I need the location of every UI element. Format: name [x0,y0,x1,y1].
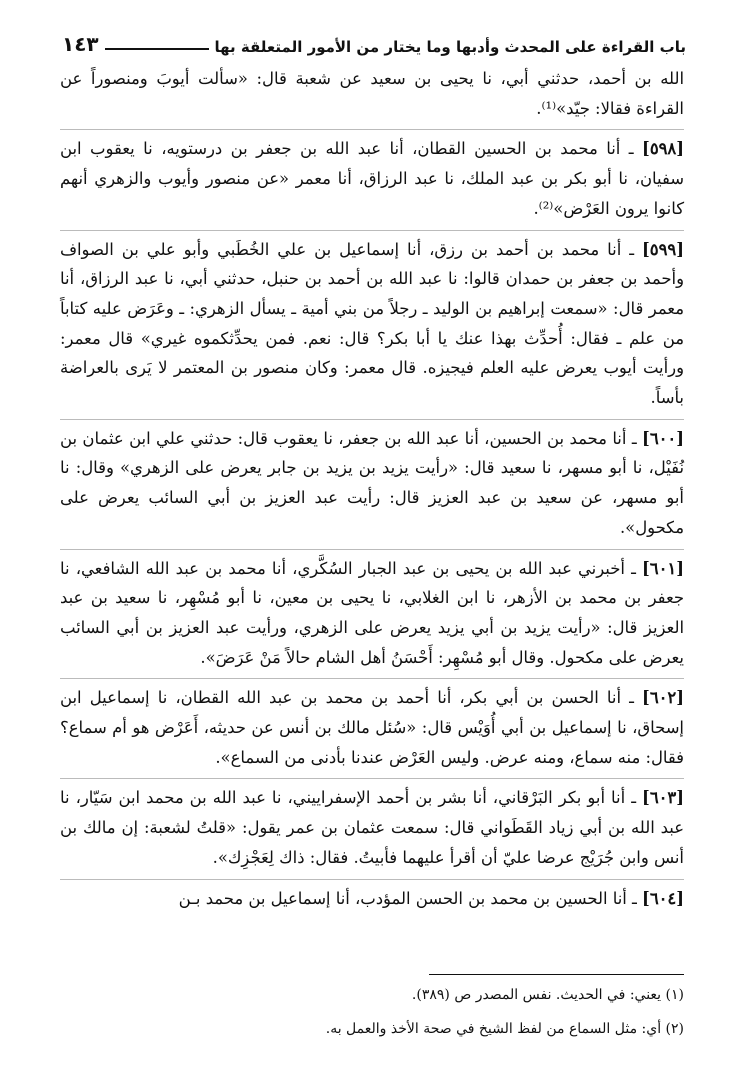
hadith-entry-601 [60,549,684,673]
entry-number: [٥٩٨] [642,139,684,159]
entry-number: [٦٠٣] [642,788,684,808]
entry-text: ـ أخبرني عبد الله بن يحيى بن عبد الجبار السُكَّري، أنا محمد بن عبد الله الشافعي، نا جعفر بن محمد بن الأزهر، نا ابن الغلابي، نا يحيى بن معين، نا أبو مُسْهِر، نا سعيد بن عبد العزيز قال: «رأيت يزيد بن أبي يزيد يعرض على الزهري، ورأيت عبد العزيز بن أبي السائب يعرض على مكحول. وقال أبو مُسْهِر: أَحْسَنُ أهل الشام حالاً مَنْ عَرَضَ». [60,558,684,667]
main-text [60,64,684,919]
footnote-1: (١) يعني: في الحديث. نفس المصدر ص (٣٨٩). [411,987,684,1003]
intro-paragraph [60,64,684,123]
entry-text: ـ أنا محمد بن الحسين القطان، أنا عبد الله بن جعفر بن درستويه، نا يعقوب ابن سفيان، نا أبو بكر بن عبد الملك، نا عبد الرزاق، أنا معمر «عن منصور وأيوب والزهري أنهم كانوا يرون العَرْض»⁽²⁾. [60,139,684,218]
running-header [62,26,686,56]
entry-text: ـ أنا محمد بن الحسين، أنا عبد الله بن جعفر، نا يعقوب قال: حدثني علي ابن عثمان بن نُفَيْل، نا أبو مسهر، نا سعيد قال: «رأيت يزيد بن يزيد بن جابر يعرض على الزهري» وقال: نا أبو مسهر، عن سعيد بن عبد العزيز قال: رأيت عبد العزيز بن أبي السائب يعرض على مكحول». [60,428,684,537]
hadith-entry-600 [60,419,684,543]
intro-text: الله بن أحمد، حدثني أبي، نا يحيى بن سعيد عن شعبة قال: «سألت أيوبَ ومنصوراً عن القراءة فقالا: جيّد»⁽¹⁾. [60,69,684,118]
entry-text: ـ أنا محمد بن أحمد بن رزق، أنا إسماعيل بن علي الخُطَبي وأبو علي بن الصواف وأحمد بن جعفر بن حمدان قالوا: نا عبد الله بن أحمد بن حنبل، حدثني أبي، نا عبد الرزاق، أنا معمر قال: «سمعت إبراهيم بن الوليد ـ رجلاً من بني أمية ـ يسأل الزهري: ـ وعَرَض عليه كتاباً من علم ـ فقال: أُحدِّث بهذا عنك يا أبا بكر؟ قال: نعم. فمن يحدِّثكموه غيري» قال معمر: ورأيت أيوب يعرض عليه العلم فيجيزه. قال معمر: وكان منصور بن المعتمر لا يَرى بالعراضة بأساً. [60,239,684,408]
hadith-entry-604 [60,879,684,914]
hadith-entry-602 [60,678,684,772]
entry-number: [٦٠٤] [642,888,684,908]
hadith-entry-599 [60,230,684,413]
footnote-rule [429,974,684,975]
header-rule [105,48,209,50]
footnote-2: (٢) أي: مثل السماع من لفظ الشيخ في صحة الأخذ والعمل به. [325,1021,684,1037]
hadith-entry-603 [60,778,684,872]
entry-number: [٦٠٢] [642,688,684,708]
entry-number: [٦٠١] [642,558,684,578]
entry-text: ـ أنا الحسين بن محمد بن الحسن المؤدب، أنا إسماعيل بن محمد بـن [178,888,637,908]
entry-text: ـ أنا أبو بكر البَرْقاني، أنا بشر بن أحمد الإسفراييني، نا عبد الله بن محمد ابن سَيّار، نا عبد الله بن أبي زياد القَطَواني قال: سمعت عثمان بن عمر يقول: «قلتُ لشعبة: إن مالك بن أنس وابن جُرَيْج عرضا عليّ أن أقرأ عليهما فأبيتُ. فقال: ذاك لِعَجْزِك». [60,788,684,867]
footnotes [60,984,684,1052]
hadith-entry-598 [60,129,684,223]
entry-number: [٥٩٩] [642,239,684,259]
chapter-title: باب القراءة على المحدث وأدبها وما يختار من الأمور المتعلقة بها [214,38,686,56]
page-number: ١٤٣ [62,32,99,56]
entry-number: [٦٠٠] [642,428,684,448]
entry-text: ـ أنا الحسن بن أبي بكر، أنا أحمد بن محمد بن عبد الله القطان، نا إسماعيل ابن إسحاق، نا إسماعيل بن أبي أُوَيْس قال: «سُئل مالك بن أنس عن حديثه، أَعَرْض هو أم سماع؟ فقال: منه سماع، ومنه عرض. وليس العَرْض عندنا بأدنى من السماع». [60,688,684,767]
